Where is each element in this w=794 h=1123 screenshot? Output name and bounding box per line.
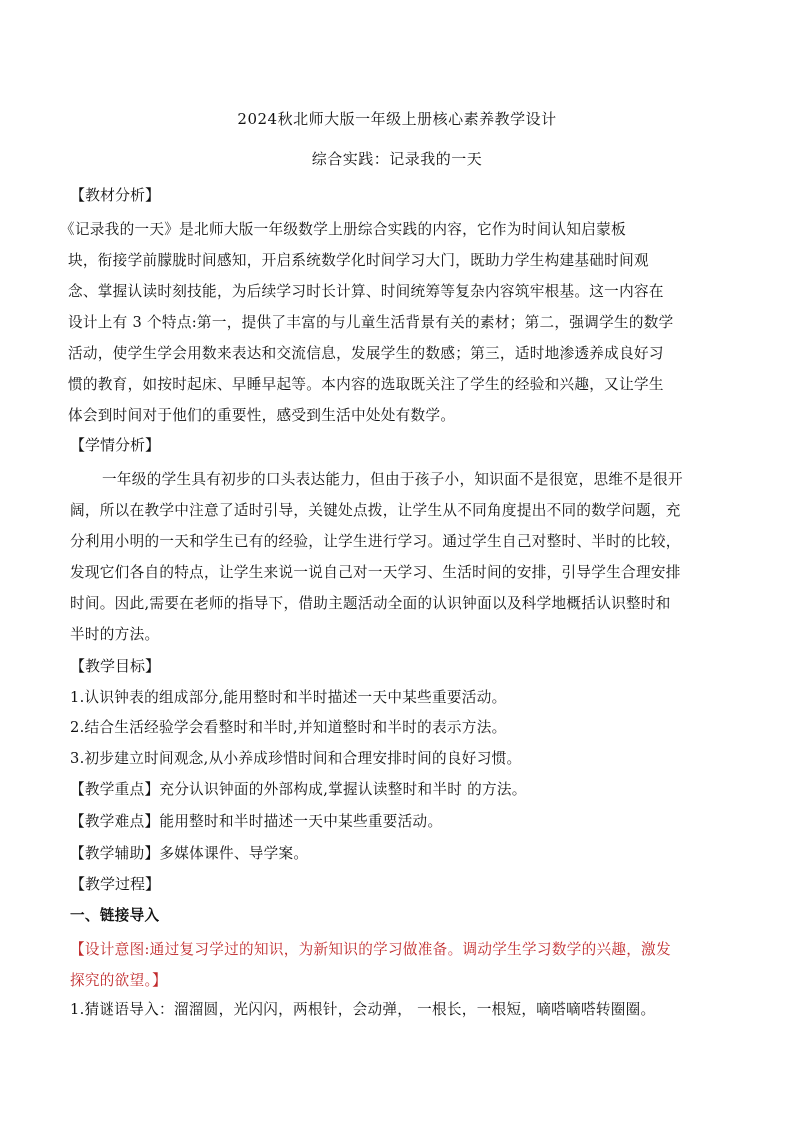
section-heading-teaching-goals: 【教学目标】 [70,657,161,675]
goal-item: 3.初步建立时间观念,从小养成珍惜时间和合理安排时间的良好习惯。 [70,750,522,767]
section-heading-textbook-analysis: 【教材分析】 [70,186,161,204]
paragraph-line: 惯的教育，如按时起床、早睡早起等。本内容的选取既关注了学生的经验和兴趣，又让学生 [68,376,664,393]
paragraph-line: 体会到时间对于他们的重要性，感受到生活中处处有数学。 [68,407,456,424]
textbook-analysis-paragraph [60,214,722,431]
goal-item: 1.认识钟表的组成部分,能用整时和半时描述一天中某些重要活动。 [70,689,507,706]
paragraph-line: 阔，所以在教学中注意了适时引导，关键处点拨，让学生从不同角度提出不同的数学问题，充 [70,502,681,519]
riddle-intro-line: 1.猜谜语导入：溜溜圆，光闪闪，两根针，会动弹， 一根长，一根短，嘀嗒嘀嗒转圈圈。 [70,1001,656,1018]
document-subtitle: 综合实践：记录我的一天 [311,150,483,168]
teaching-aids-line: 【教学辅助】多媒体课件、导学案。 [70,845,309,862]
paragraph-line: 设计上有 3 个特点:第一，提供了丰富的与儿童生活背景有关的素材；第二，强调学生的数学 [68,314,674,331]
paragraph-line: 发现它们各自的特点，让学生来说一说自己对一天学习、生活时间的安排，引导学生合理安排 [70,564,681,581]
document-title: 2024秋北师大版一年级上册核心素养教学设计 [237,110,557,128]
paragraph-line: 半时的方法。 [70,626,160,643]
design-intent-line: 探究的欲望。】 [70,972,167,989]
design-intent-block [70,934,730,996]
difficulty-line: 【教学难点】能用整时和半时描述一天中某些重要活动。 [70,813,443,830]
learner-analysis-paragraph [70,464,730,650]
goal-item: 2.结合生活经验学会看整时和半时,并知道整时和半时的表示方法。 [70,719,507,736]
key-point-line: 【教学重点】充分认识钟面的外部构成,掌握认读整时和半时 的方法。 [70,781,527,798]
design-intent-line: 【设计意图:通过复习学过的知识，为新知识的学习做准备。调动学生学习数学的兴趣，激发 [70,941,671,958]
part-heading-link-intro: 一、链接导入 [70,907,160,924]
paragraph-line: 活动，使学生学会用数来表达和交流信息，发展学生的数感；第三，适时地渗透养成良好习 [68,345,664,362]
paragraph-line: 念、掌握认读时刻技能，为后续学习时长计算、时间统筹等复杂内容筑牢根基。这一内容在 [68,283,664,300]
paragraph-line: 《记录我的一天》是北师大版一年级数学上册综合实践的内容，它作为时间认知启蒙板 [60,221,626,238]
section-heading-learner-analysis: 【学情分析】 [70,436,161,454]
paragraph-line: 分利用小明的一天和学生已有的经验，让学生进行学习。通过学生自己对整时、半时的比较， [70,533,681,550]
paragraph-line: 一年级的学生具有初步的口头表达能力，但由于孩子小，知识面不是很宽，思维不是很开 [102,471,683,488]
paragraph-line: 块，衔接学前朦胧时间感知，开启系统数学化时间学习大门，既助力学生构建基础时间观 [68,252,649,269]
section-heading-teaching-process: 【教学过程】 [70,875,161,893]
paragraph-line: 时间。因此,需要在老师的指导下，借助主题活动全面的认识钟面以及科学地概括认识整时和 [70,595,671,612]
